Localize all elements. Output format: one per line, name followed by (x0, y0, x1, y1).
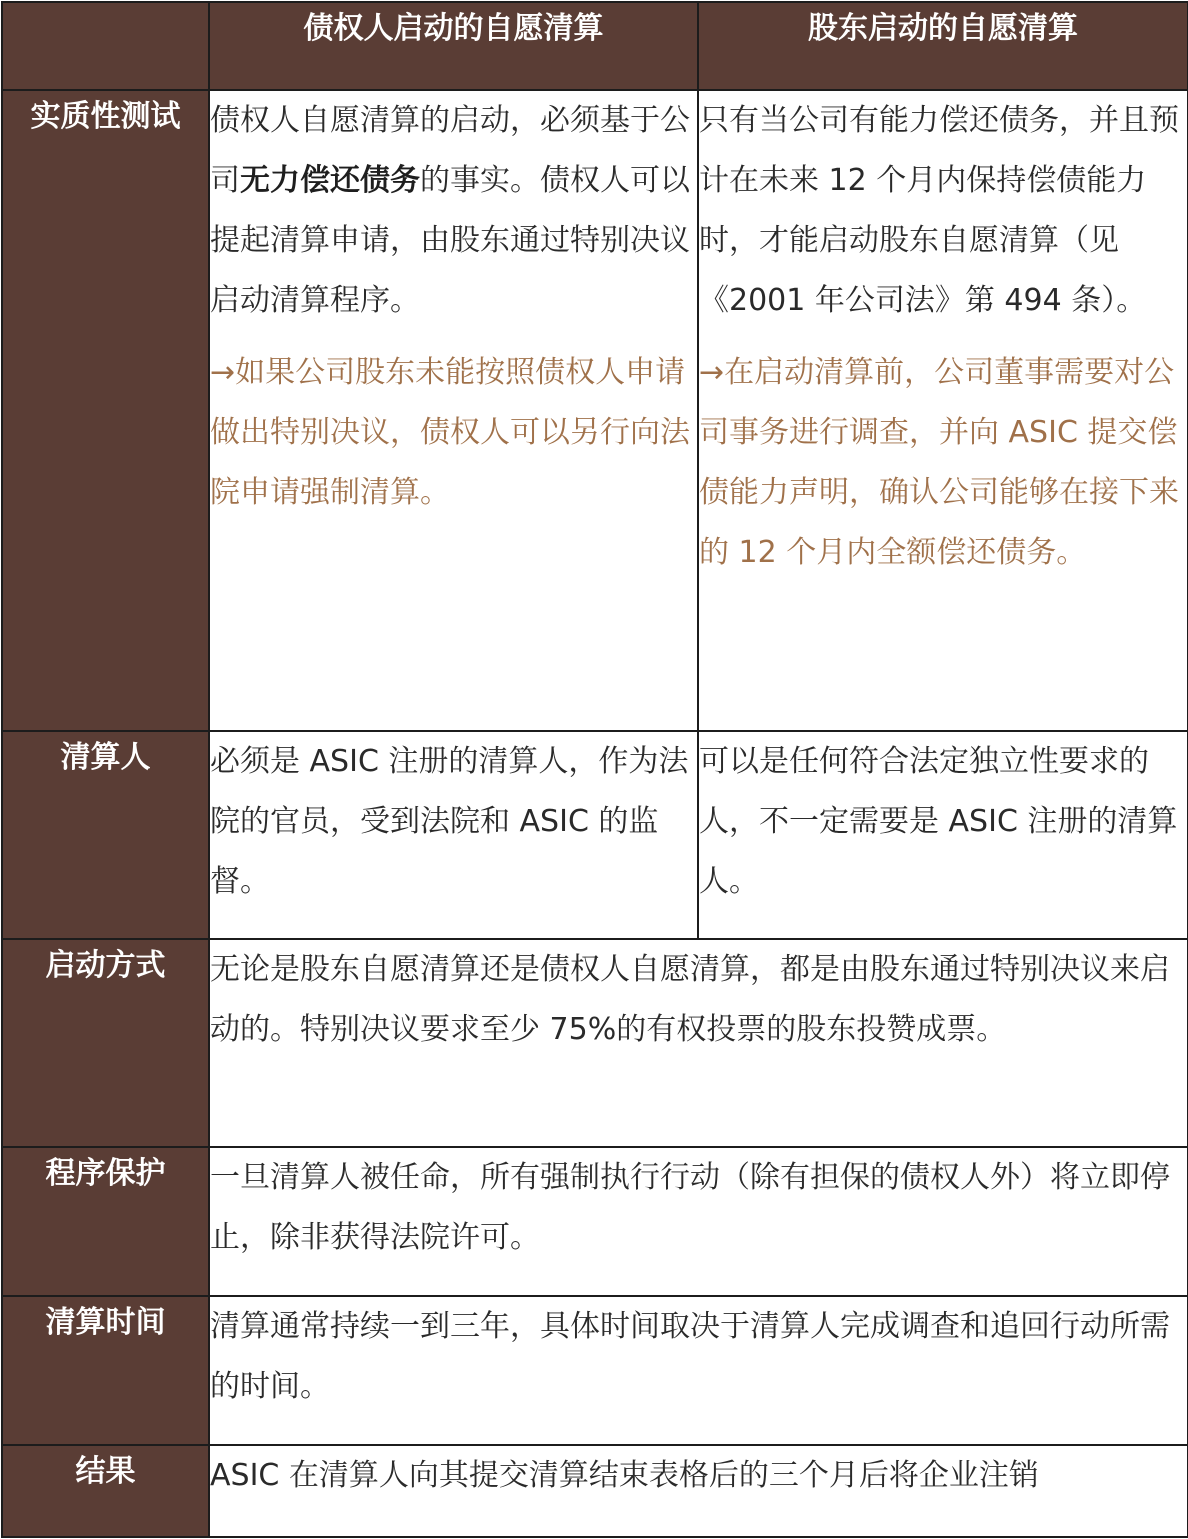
emphasis-insolvency: 无力偿还债务 (240, 163, 420, 198)
cell-substantive-creditor (209, 90, 698, 731)
substantive-member-text: 只有当公司有能力偿还债务，并且预计在未来 12 个月内保持偿债能力时，才能启动股东自愿清算（见《2001 年公司法》第 494 条）。 (699, 103, 1179, 318)
row-protection (2, 1147, 1188, 1296)
row-label-initiation: 启动方式 (2, 939, 209, 1147)
cell-initiation: 无论是股东自愿清算还是债权人自愿清算，都是由股东通过特别决议来启动的。特别决议要求至少 75%的有权投票的股东投赞成票。 (209, 939, 1188, 1147)
row-label-outcome: 结果 (2, 1445, 209, 1537)
header-row (2, 2, 1188, 90)
row-substantive-test (2, 90, 1188, 731)
cell-substantive-member (698, 90, 1188, 731)
substantive-member-note: →在启动清算前，公司董事需要对公司事务进行调查，并向 ASIC 提交偿债能力声明，确认公司能够在接下来的 12 个月内全额偿还债务。 (699, 355, 1179, 570)
row-duration (2, 1296, 1188, 1445)
header-member-voluntary: 股东启动的自愿清算 (698, 2, 1188, 90)
row-label-duration: 清算时间 (2, 1296, 209, 1445)
comparison-page (1, 1, 1187, 1538)
substantive-creditor-note: →如果公司股东未能按照债权人申请做出特别决议，债权人可以另行向法院申请强制清算。 (210, 355, 690, 510)
row-label-substantive-test: 实质性测试 (2, 90, 209, 731)
cell-duration: 清算通常持续一到三年，具体时间取决于清算人完成调查和追回行动所需的时间。 (209, 1296, 1188, 1445)
row-liquidator (2, 731, 1188, 939)
row-label-liquidator: 清算人 (2, 731, 209, 939)
cell-outcome: ASIC 在清算人向其提交清算结束表格后的三个月后将企业注销 (209, 1445, 1188, 1537)
cell-liquidator-member: 可以是任何符合法定独立性要求的人，不一定需要是 ASIC 注册的清算人。 (698, 731, 1188, 939)
row-initiation (2, 939, 1188, 1147)
header-creditor-voluntary: 债权人启动的自愿清算 (209, 2, 698, 90)
cell-liquidator-creditor: 必须是 ASIC 注册的清算人，作为法院的官员，受到法院和 ASIC 的监督。 (209, 731, 698, 939)
header-corner (2, 2, 209, 90)
liquidation-comparison-table (1, 1, 1188, 1538)
row-label-protection: 程序保护 (2, 1147, 209, 1296)
cell-protection: 一旦清算人被任命，所有强制执行行动（除有担保的债权人外）将立即停止，除非获得法院许可。 (209, 1147, 1188, 1296)
row-outcome (2, 1445, 1188, 1537)
substantive-creditor-text: 债权人自愿清算的启动，必须基于公司无力偿还债务的事实。债权人可以提起清算申请，由股东通过特别决议启动清算程序。 (210, 103, 690, 318)
